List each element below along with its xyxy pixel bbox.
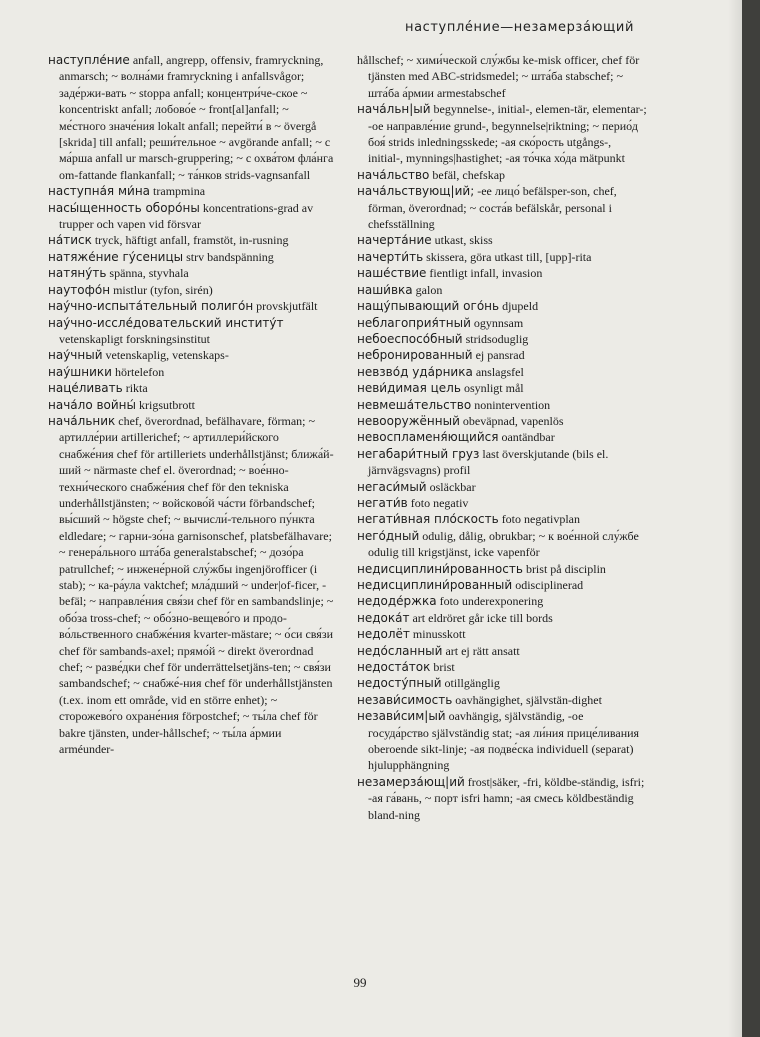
dictionary-entry [357, 52, 647, 101]
entry-headword: незави́сим|ый [357, 709, 446, 724]
entry-definition: stridsoduglig [462, 331, 529, 346]
entry-headword: нау́чно-иссле́довательский институ́т [48, 315, 284, 330]
entry-definition: oavhängig, självständig, -ое госуда́рство självständig stat; -ая ли́ния прице́ливания oberoende sikt-linje; -ая подве́ска individuell (separat) hjulupphängning [368, 709, 640, 773]
entry-definition: -ее лицо́ befälsper-son, chef, förman, överordnad; ~ соста́в befälskår, personal i chefsställning [368, 184, 617, 232]
entry-definition: foto underexponering [436, 594, 544, 609]
entry-definition: obeväpnad, vapenlös [459, 413, 564, 428]
entry-headword: незави́симость [357, 692, 453, 707]
dictionary-entry [48, 397, 336, 413]
dictionary-entry [357, 380, 647, 396]
entry-definition: osläckbar [426, 479, 476, 494]
dictionary-entry [48, 315, 336, 348]
entry-definition: skissera, göra utkast till, [upp]-rita [423, 249, 592, 264]
entry-headword: нача́ло войны́ [48, 397, 137, 412]
entry-definition: minusskott [409, 627, 466, 642]
dictionary-entry [357, 577, 647, 593]
entry-definition: odisciplinerad [512, 578, 584, 592]
dictionary-entry [357, 446, 647, 479]
dictionary-entry [48, 413, 336, 758]
dictionary-entry [357, 528, 647, 561]
entry-headword: негаси́мый [357, 479, 427, 494]
entry-headword: невооружённый [357, 413, 460, 428]
dictionary-entry [357, 610, 647, 626]
dictionary-entry [357, 101, 647, 167]
dictionary-entry [357, 331, 647, 347]
dictionary-entry [357, 298, 647, 314]
entry-definition: ogynnsam [470, 315, 524, 330]
entry-headword: наце́ливать [48, 381, 123, 396]
entry-definition: ej pansrad [472, 348, 525, 363]
dictionary-entry [48, 380, 336, 396]
dictionary-entry [357, 643, 647, 659]
dictionary-entry [357, 659, 647, 675]
dictionary-entry [357, 347, 647, 363]
entry-headword: невмеша́тельство [357, 397, 472, 412]
entry-headword: начерти́ть [357, 249, 424, 264]
entry-definition: foto negativ [407, 495, 469, 510]
entry-headword: наши́вка [357, 282, 413, 297]
dictionary-entry [48, 232, 336, 248]
dictionary-entry [48, 52, 336, 183]
entry-definition: utkast, skiss [431, 233, 493, 248]
dictionary-entry [357, 774, 647, 823]
entry-definition: brist på disciplin [522, 561, 606, 576]
entry-headword: насы́щенность оборо́ны [48, 200, 200, 215]
entry-definition: vetenskapligt forskningsinstitut [59, 331, 210, 346]
entry-definition: rikta [122, 381, 148, 396]
entry-headword: нача́льн|ый [357, 102, 431, 117]
dictionary-entry [357, 249, 647, 265]
entry-headword: негати́вная пло́скость [357, 512, 499, 527]
entry-definition: mistlur (tyfon, sirén) [110, 282, 213, 297]
dictionary-entry [357, 282, 647, 298]
dictionary-entry [48, 200, 336, 233]
entry-definition: djupeld [499, 299, 539, 314]
dictionary-entry [357, 511, 647, 527]
dictionary-entry [357, 167, 647, 183]
dictionary-entry [48, 183, 336, 199]
entry-definition: provskjutfält [253, 299, 318, 314]
dictionary-entry [48, 364, 336, 380]
entry-definition: nonintervention [471, 397, 551, 412]
entry-headword: натяну́ть [48, 266, 107, 281]
dictionary-entry [357, 708, 647, 774]
dictionary-entry [48, 282, 336, 298]
entry-definition: odulig, dålig, obrukbar; ~ к вое́нной слу́жбе odulig till krigstjänst, icke vapenför [368, 528, 639, 560]
dictionary-entry [357, 626, 647, 642]
entry-definition: oavhängighet, självstän-dighet [452, 692, 602, 707]
entry-definition: spänna, styvhala [106, 266, 189, 281]
left-column [48, 52, 336, 757]
entry-definition: foto negativplan [498, 512, 580, 527]
entry-definition: otillgänglig [441, 676, 500, 691]
entry-definition: hållschef; ~ хими́ческой слу́жбы ke-misk officer, chef för tjänsten med ABC-stridsmedel; ~ шта́ба stabschef; ~ шта́ба а́рмии armestabschef [357, 53, 640, 100]
entry-headword: недока́т [357, 610, 410, 625]
entry-definition: trampmina [150, 184, 206, 199]
entry-definition: tryck, häftigt anfall, framstöt, in-rusning [91, 233, 289, 248]
dictionary-entry [357, 692, 647, 708]
dictionary-entry [48, 249, 336, 265]
entry-definition: begynnelse-, initial-, elemen-tär, elementar-; -ое направле́ние grund-, begynnelse|riktning; ~ перио́д боя́ strids inledningsskede; -ая ско́рость utgångs-, initial-, mynnings|hastighet; -ая то́чка хо́да mätpunkt [368, 102, 647, 166]
entry-definition: fientligt infall, invasion [426, 266, 543, 281]
entry-headword: недо́сланный [357, 643, 443, 658]
dictionary-entry [48, 298, 336, 314]
entry-definition: brist [430, 660, 455, 675]
page-number: 99 [353, 975, 367, 990]
entry-headword: неви́димая цель [357, 381, 461, 396]
entry-headword: недисциплини́рованность [357, 561, 523, 576]
entry-headword: недоста́ток [357, 660, 431, 675]
entry-headword: на́тиск [48, 233, 92, 248]
right-column [357, 52, 647, 823]
dictionary-entry [357, 232, 647, 248]
entry-definition: anfall, angrepp, offensiv, framryckning, anmarsch; ~ волна́ми framryckning i anfallsvågor; заде́ржи-вать ~ stoppa anfall; концентри́че-ское ~ koncentriskt anfall; лобово́е ~ front[al]anfall; ~ ме́стного значе́ния lokalt anfall; перейти́ в ~ övergå [skrida] till anfall; реши́тельное ~ avgörande anfall; ~ с ма́рша anfall ur marsch-gruppering; ~ с охва́том фла́нга om-fattande flankanfall; ~ та́нков strids-vagnsanfall [59, 53, 334, 182]
entry-headword: незамерза́ющ|ий [357, 774, 465, 789]
entry-headword: нащу́пывающий ого́нь [357, 299, 500, 314]
entry-definition: chef, överordnad, befälhavare, förman; ~ артилле́рии artillerichef; ~ артиллери́йского снабже́ния chef för artilleriets underhållstjänst; ближа́й-ший ~ närmaste chef el. överordnad; ~ вое́нно-техни́ческого снабже́ния chef för den tekniska underhållstjänsten; ~ войсково́й ча́сти förbandschef; вы́сший ~ högste chef; ~ вычисли́-тельного пу́нкта eldledare; ~ гарни-зо́на garnisonschef, platsbefälhavare; ~ генера́льного шта́ба generalstabschef; ~ дозо́ра patrullchef; ~ инжене́рной слу́жбы ingenjörofficer (i stab); ~ ка-ра́ула vaktchef; мла́дший ~ under|of-ficer, -befäl; ~ направле́ния свя́зи chef för en sambandslinje; ~ обо́за tross-chef; ~ обо́зно-вещево́го и продо-во́льственного снабже́ния kvarter-mästare; ~ о́си свя́зи chef för sambands-axel; прямо́й ~ direkt överordnad chef; ~ разве́дки chef för underrättelsetjäns-ten; ~ свя́зи sambandschef; ~ снабже́-ния chef för underhållstjänsten (t.ex. inom ett område, vid en större enhet); ~ сторожево́го охране́ния förpostchef; ~ ты́ла chef för bakre tjänsten, under-hållschef; ~ ты́ла а́рмии arméunder- [59, 413, 334, 757]
entry-headword: нача́льник [48, 413, 116, 428]
entry-headword: нау́шники [48, 364, 112, 379]
entry-definition: frost|säker, -fri, köldbe-ständig, isfri; -ая га́вань, ~ порт isfri hamn; -ая смесь köldbeständig bland-ning [368, 774, 645, 822]
entry-headword: небоеспосо́бный [357, 331, 463, 346]
entry-definition: oantändbar [498, 430, 555, 445]
dictionary-entry [357, 315, 647, 331]
entry-definition: vetenskaplig, vetenskaps- [102, 348, 229, 363]
entry-headword: неблагоприя́тный [357, 315, 471, 330]
dictionary-entry [48, 265, 336, 281]
dictionary-entry [357, 561, 647, 577]
entry-definition: hörtelefon [111, 364, 165, 379]
dictionary-entry [357, 495, 647, 511]
entry-definition: osynligt mål [460, 381, 524, 396]
entry-headword: натяже́ние гу́сеницы [48, 249, 184, 264]
entry-headword: нау́чно-испыта́тельный полиго́н [48, 299, 254, 314]
entry-headword: нау́чный [48, 348, 103, 363]
entry-headword: недосту́пный [357, 676, 442, 691]
entry-definition: strv bandspänning [183, 249, 274, 264]
entry-headword: него́дный [357, 528, 420, 543]
entry-definition: koncentrations-grad av trupper och vapen vid försvar [59, 200, 314, 232]
entry-headword: наше́ствие [357, 266, 427, 281]
entry-headword: недоде́ржка [357, 594, 437, 609]
dictionary-entry [357, 265, 647, 281]
dictionary-entry [48, 347, 336, 363]
dictionary-entry [357, 675, 647, 691]
dictionary-entry [357, 397, 647, 413]
entry-headword: наступле́ние [48, 53, 130, 67]
entry-headword: негати́в [357, 495, 408, 510]
entry-definition: last överskjutande (bils el. järnvägsvagns) profil [368, 446, 609, 478]
entry-definition: anslagsfel [472, 364, 524, 379]
dictionary-entry [357, 593, 647, 609]
entry-headword: негабари́тный груз [357, 446, 480, 461]
entry-headword: наутофо́н [48, 282, 111, 297]
entry-definition: art eldröret går icke till bords [409, 610, 553, 625]
entry-headword: невзво́д уда́рника [357, 364, 473, 379]
entry-headword: начерта́ние [357, 233, 432, 248]
running-head: наступле́ние—незамерза́ющий [404, 20, 634, 35]
entry-definition: art ej rätt ansatt [442, 643, 520, 658]
dictionary-entry [357, 183, 647, 232]
entry-headword: наступна́я ми́на [48, 184, 151, 199]
entry-headword: невоспламеня́ющийся [357, 430, 499, 445]
entry-definition: befäl, chefskap [429, 167, 506, 182]
entry-definition: galon [412, 282, 443, 297]
entry-headword: небронированный [357, 348, 473, 363]
entry-definition: krigsutbrott [136, 397, 196, 412]
dictionary-entry [357, 364, 647, 380]
entry-headword: недолёт [357, 627, 410, 642]
dictionary-entry [357, 479, 647, 495]
dictionary-entry [357, 413, 647, 429]
dictionary-entry [357, 429, 647, 445]
entry-headword: недисциплини́рованный [357, 578, 513, 592]
entry-headword: нача́льство [357, 167, 430, 182]
entry-headword: нача́льствующ|ий; [357, 184, 475, 199]
